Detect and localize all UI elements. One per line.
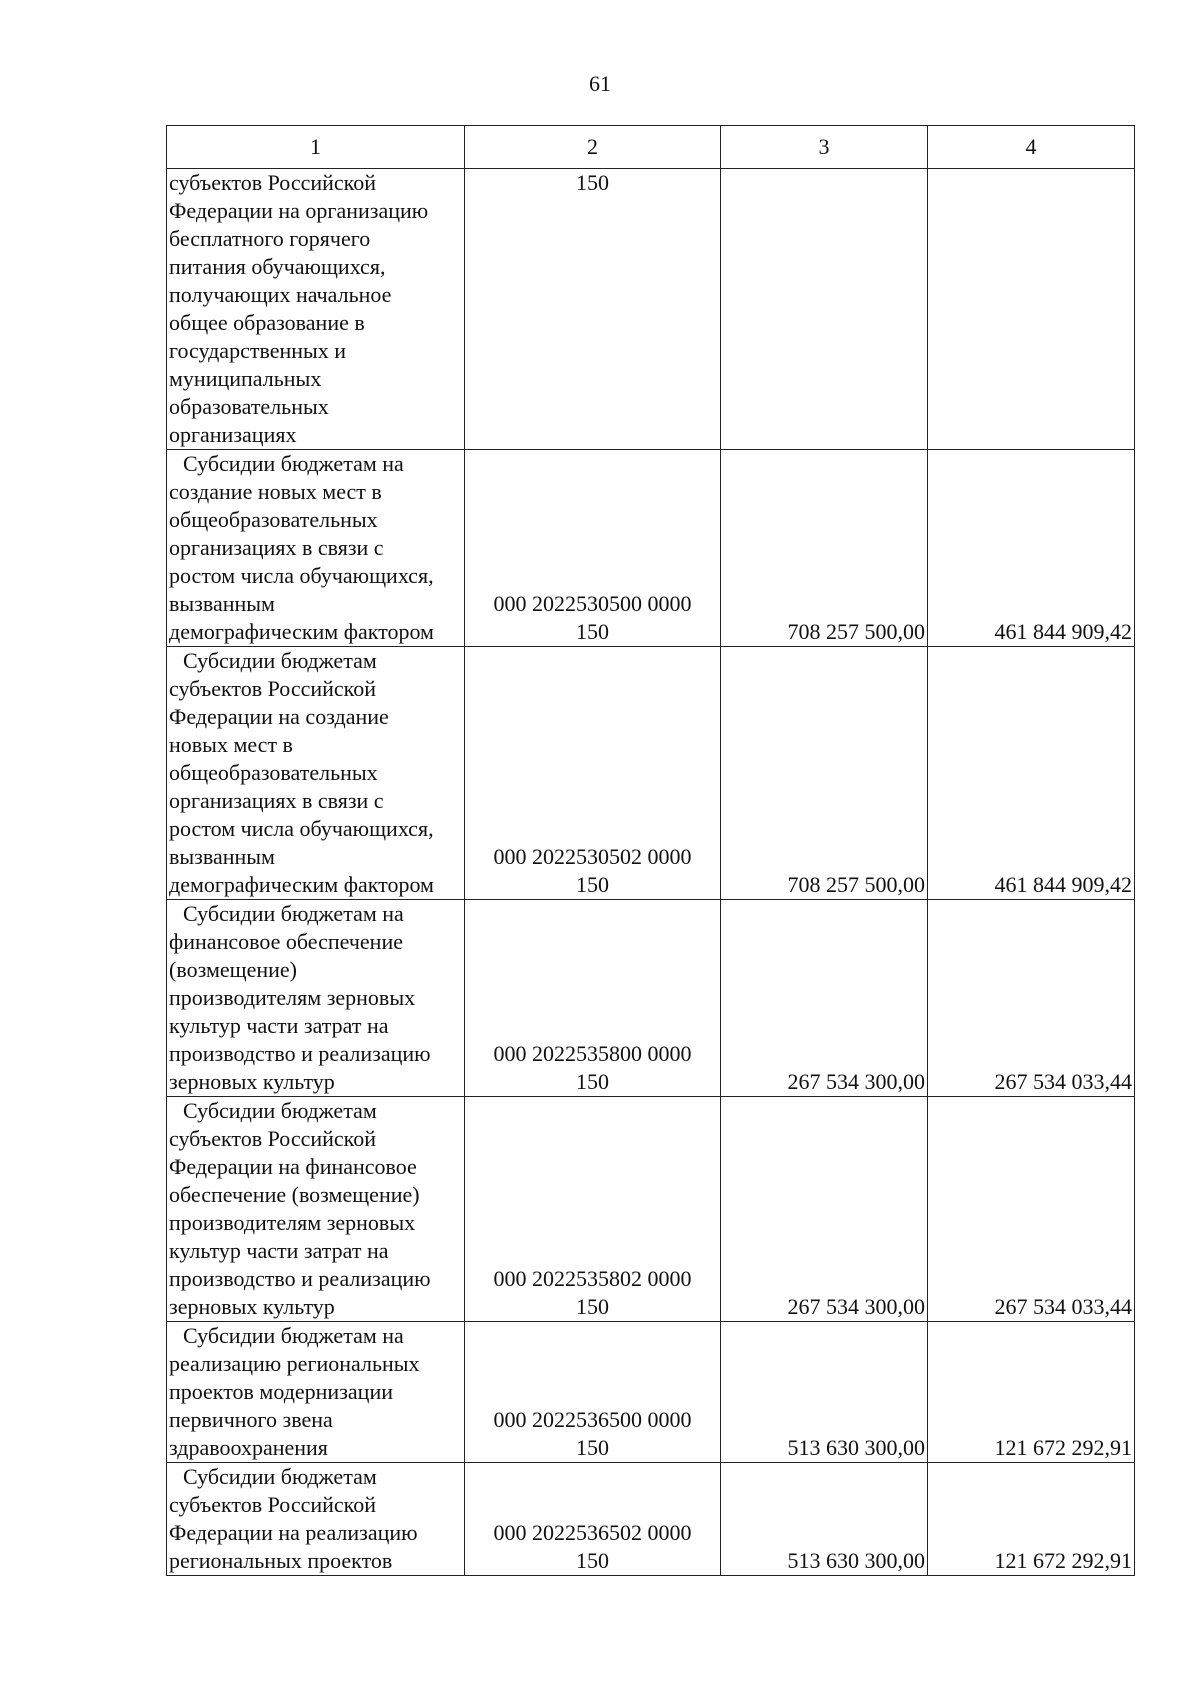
row-actual-amount: 267 534 033,44 [928, 1097, 1135, 1322]
page-number: 61 [589, 71, 611, 96]
budget-table [166, 125, 1135, 1576]
row-actual-amount [928, 169, 1135, 450]
row-name: Субсидии бюджетам субъектов Российской Федерации на создание новых мест в общеобразовательных организациях в связи с ростом числа обучающихся, вызванным демографическим фактором [167, 647, 465, 900]
row-code: 000 2022535800 0000 150 [465, 900, 721, 1097]
row-name: Субсидии бюджетам на финансовое обеспечение (возмещение) производителям зерновых культур части затрат на производство и реализацию зерновых культур [167, 900, 465, 1097]
row-code: 000 2022535802 0000 150 [465, 1097, 721, 1322]
column-header-1: 1 [167, 126, 465, 169]
row-actual-amount: 121 672 292,91 [928, 1463, 1135, 1576]
table-row [167, 1097, 1135, 1322]
table-row [167, 647, 1135, 900]
row-name: Субсидии бюджетам субъектов Российской Федерации на реализацию региональных проектов [167, 1463, 465, 1576]
row-code: 000 2022536502 0000 150 [465, 1463, 721, 1576]
row-name: Субсидии бюджетам на реализацию региональных проектов модернизации первичного звена здравоохранения [167, 1322, 465, 1463]
row-name: Субсидии бюджетам на создание новых мест в общеобразовательных организациях в связи с ростом числа обучающихся, вызванным демографическим фактором [167, 450, 465, 647]
column-header-4: 4 [928, 126, 1135, 169]
column-header-2: 2 [465, 126, 721, 169]
column-header-3: 3 [721, 126, 928, 169]
row-actual-amount: 461 844 909,42 [928, 450, 1135, 647]
table-row [167, 450, 1135, 647]
row-plan-amount: 708 257 500,00 [721, 647, 928, 900]
row-plan-amount: 267 534 300,00 [721, 1097, 928, 1322]
row-code: 000 2022536500 0000 150 [465, 1322, 721, 1463]
row-name: Субсидии бюджетам субъектов Российской Федерации на финансовое обеспечение (возмещение) производителям зерновых культур части затрат на производство и реализацию зерновых культур [167, 1097, 465, 1322]
row-actual-amount: 267 534 033,44 [928, 900, 1135, 1097]
row-actual-amount: 121 672 292,91 [928, 1322, 1135, 1463]
row-plan-amount [721, 169, 928, 450]
row-plan-amount: 513 630 300,00 [721, 1463, 928, 1576]
row-plan-amount: 267 534 300,00 [721, 900, 928, 1097]
row-code: 000 2022530500 0000 150 [465, 450, 721, 647]
row-code: 000 2022530502 0000 150 [465, 647, 721, 900]
row-plan-amount: 513 630 300,00 [721, 1322, 928, 1463]
table-row [167, 1463, 1135, 1576]
row-plan-amount: 708 257 500,00 [721, 450, 928, 647]
row-code: 150 [465, 169, 721, 450]
table-row [167, 1322, 1135, 1463]
row-name: субъектов Российской Федерации на организацию бесплатного горячего питания обучающихся, получающих начальное общее образование в государственных и муниципальных образовательных организациях [167, 169, 465, 450]
table-header-row [167, 126, 1135, 169]
table-row [167, 900, 1135, 1097]
table-row [167, 169, 1135, 450]
row-actual-amount: 461 844 909,42 [928, 647, 1135, 900]
